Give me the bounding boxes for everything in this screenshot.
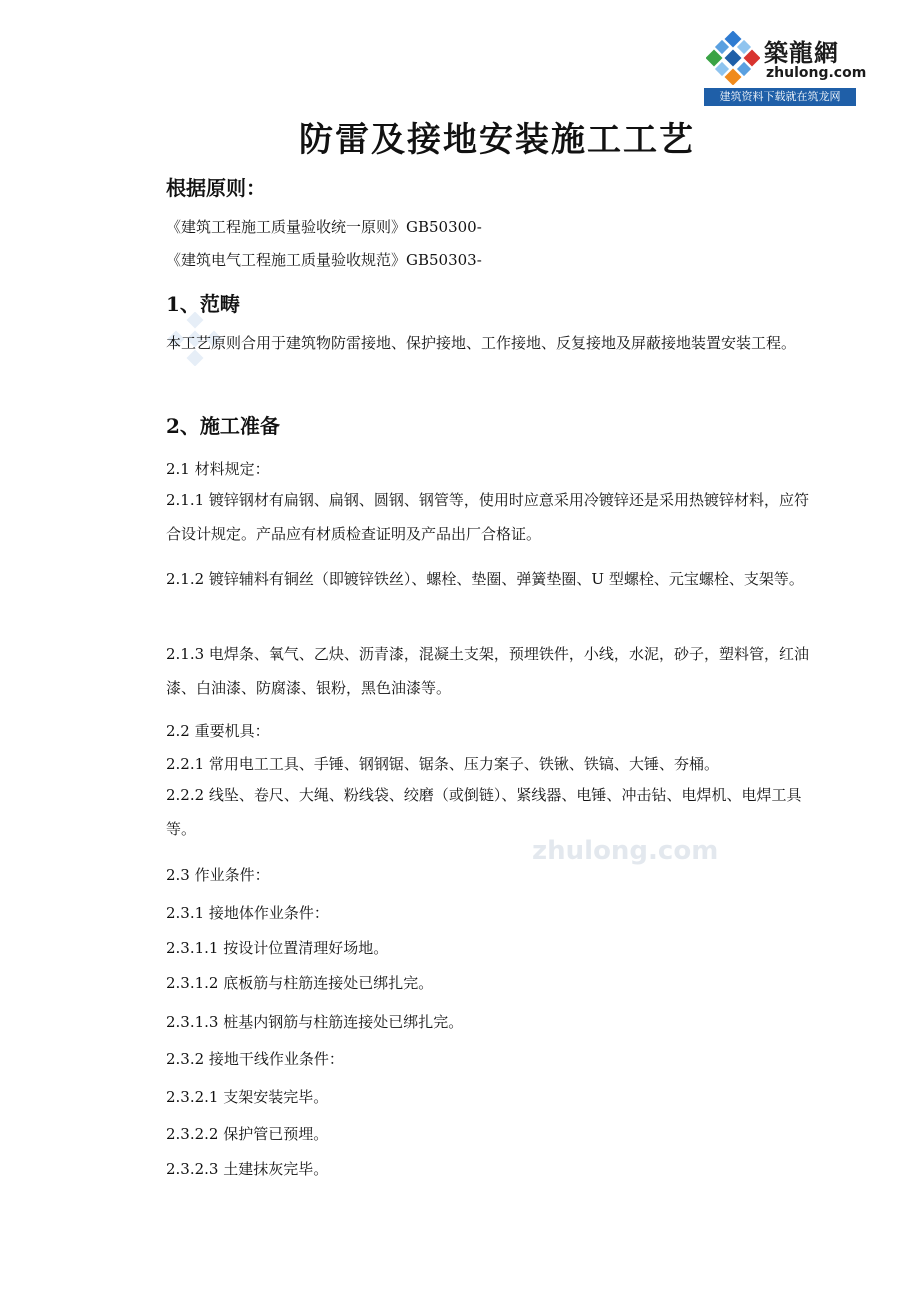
zhulong-logo bbox=[702, 27, 867, 107]
item-2-3-2-1: 2.3.2.1 支架安装完毕。 bbox=[166, 1088, 329, 1106]
item-2-2-2: 2.2.2 线坠、卷尺、大绳、粉线袋、绞磨（或倒链）、紧线器、电锤、冲击钻、电焊机、电焊工具等。 bbox=[166, 786, 802, 838]
watermark-text: zhulong.com bbox=[532, 836, 719, 866]
item-2-3-1-2: 2.3.1.2 底板筋与柱筋连接处已绑扎完。 bbox=[166, 974, 434, 992]
basis-heading: 根据原则： bbox=[166, 176, 266, 200]
item-2-1-1: 2.1.1 镀锌钢材有扁钢、扁钢、圆钢、钢管等，使用时应意采用冷镀锌还是采用热镀锌材料，应符合设计规定。产品应有材质检查证明及产品出厂合格证。 bbox=[166, 491, 809, 543]
logo-brand-cn: 築龍網 bbox=[764, 39, 839, 67]
item-2-3-2-3: 2.3.2.3 土建抹灰完毕。 bbox=[166, 1160, 329, 1178]
item-2-3: 2.3 作业条件： bbox=[166, 866, 270, 884]
item-2-3-1-3: 2.3.1.3 桩基内钢筋与柱筋连接处已绑扎完。 bbox=[166, 1013, 464, 1031]
basis-standard-1: 《建筑工程施工质量验收统一原则》GB50300- bbox=[166, 218, 482, 236]
zhulong-logo-mark-icon bbox=[706, 31, 760, 85]
section-1-heading: 1、范畴 bbox=[166, 292, 240, 316]
logo-brand-en: zhulong.com bbox=[766, 65, 867, 81]
document-title: 防雷及接地安装施工工艺 bbox=[299, 120, 695, 160]
item-2-1: 2.1 材料规定： bbox=[166, 460, 270, 478]
logo-tagline: 建筑资料下载就在筑龙网 bbox=[704, 88, 856, 106]
basis-standard-2: 《建筑电气工程施工质量验收规范》GB50303- bbox=[166, 251, 482, 269]
item-2-1-3: 2.1.3 电焊条、氧气、乙炔、沥青漆，混凝土支架，预埋铁件，小线，水泥，砂子，塑料管，红油漆、白油漆、防腐漆、银粉，黑色油漆等。 bbox=[166, 645, 809, 697]
section-1-paragraph: 本工艺原则合用于建筑物防雷接地、保护接地、工作接地、反复接地及屏蔽接地装置安装工程。 bbox=[166, 334, 797, 352]
item-2-2-1: 2.2.1 常用电工工具、手锤、钢钢锯、锯条、压力案子、铁锹、铁镐、大锤、夯桶。 bbox=[166, 755, 719, 773]
item-2-2: 2.2 重要机具： bbox=[166, 722, 270, 740]
item-2-1-2: 2.1.2 镀锌辅料有铜丝（即镀锌铁丝）、螺栓、垫圈、弹簧垫圈、U 型螺栓、元宝螺栓、支架等。 bbox=[166, 570, 804, 588]
section-2-heading: 2、施工准备 bbox=[166, 414, 280, 438]
item-2-3-2: 2.3.2 接地干线作业条件： bbox=[166, 1050, 344, 1068]
item-2-3-2-2: 2.3.2.2 保护管已预埋。 bbox=[166, 1125, 329, 1143]
item-2-3-1: 2.3.1 接地体作业条件： bbox=[166, 904, 329, 922]
item-2-3-1-1: 2.3.1.1 按设计位置清理好场地。 bbox=[166, 939, 389, 957]
